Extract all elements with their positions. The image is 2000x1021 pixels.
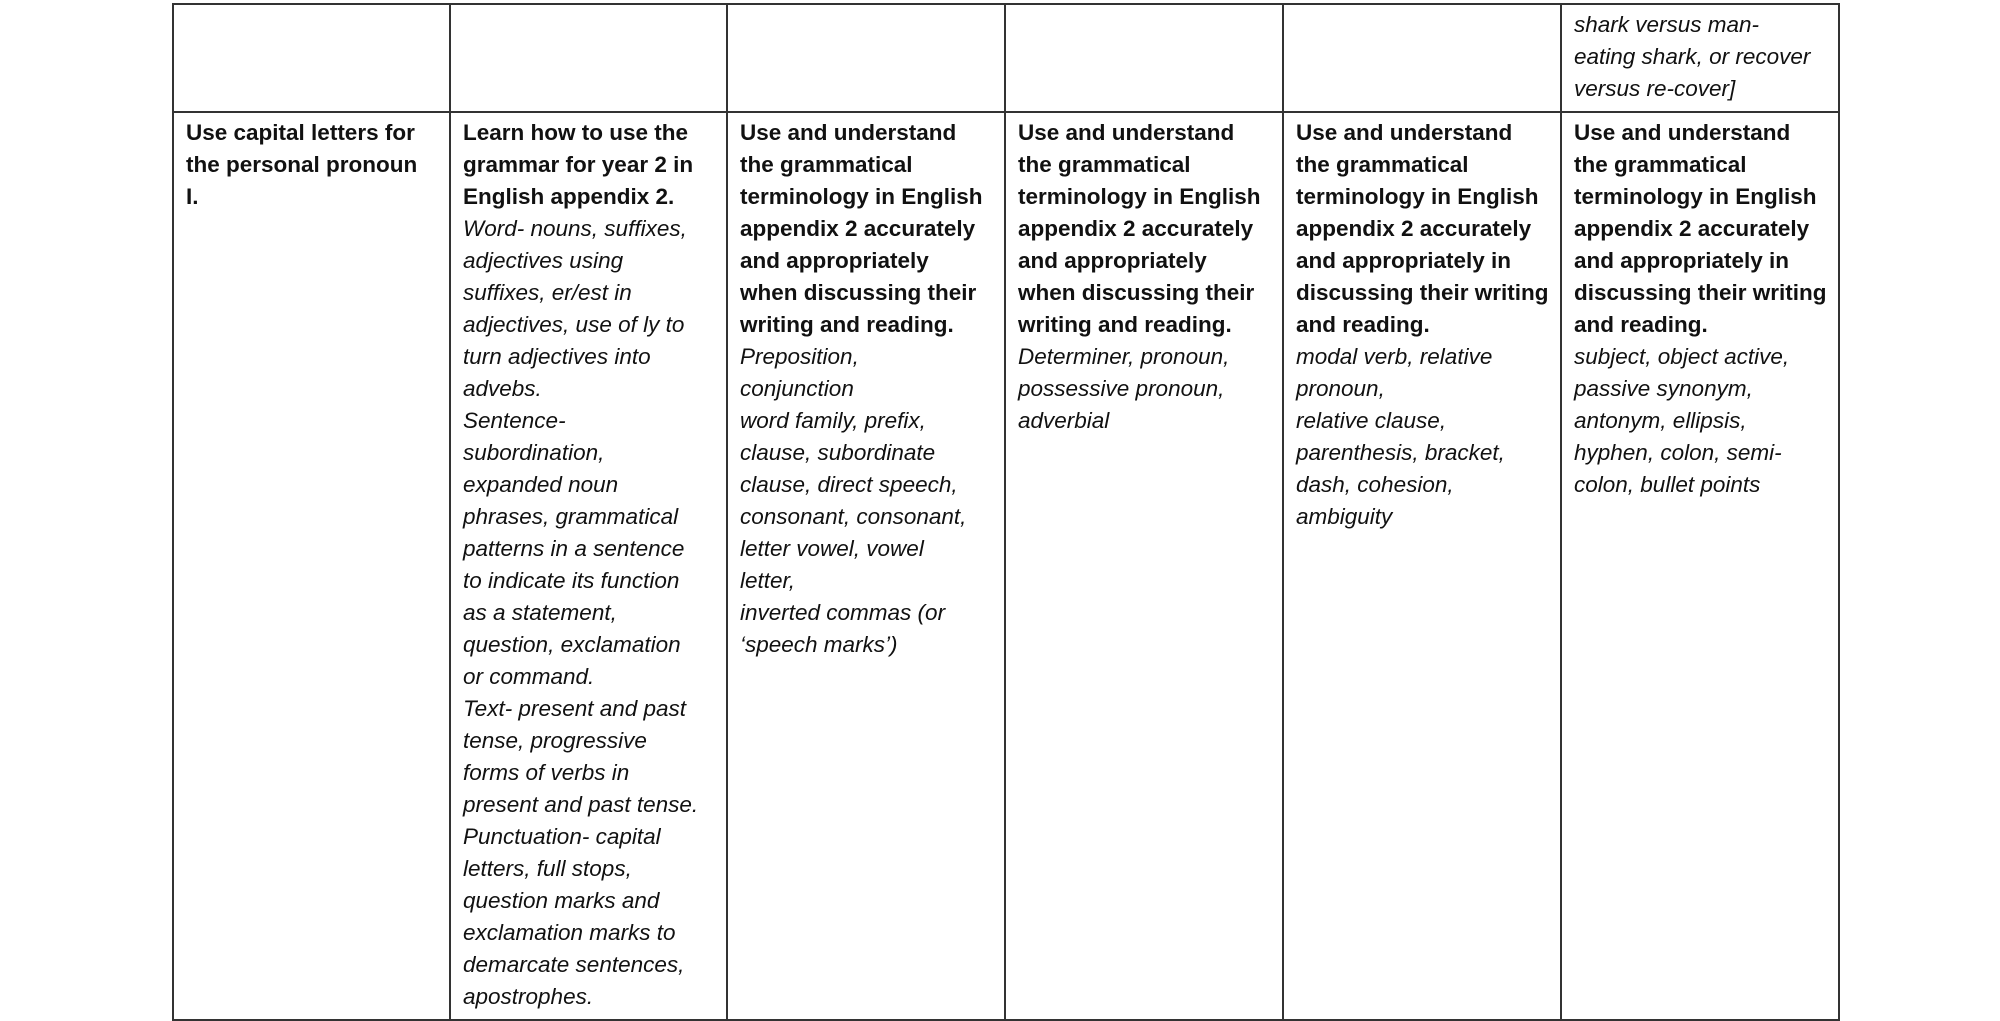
cell-heading [740, 117, 992, 341]
text-line: Word- nouns, suffixes, [463, 216, 687, 241]
text-line: ambiguity [1296, 504, 1393, 529]
curriculum-table [172, 3, 1840, 1021]
text-line: the grammatical [1018, 152, 1191, 177]
text-line: Punctuation- capital [463, 824, 661, 849]
text-line: question marks and [463, 888, 660, 913]
text-line: Text- present and past [463, 696, 687, 721]
text-line: dash, cohesion, [1296, 472, 1454, 497]
text-line: advebs. [463, 376, 542, 401]
text-line: phrases, grammatical [463, 504, 679, 529]
text-line: appendix 2 accurately [1574, 216, 1810, 241]
text-line: adjectives, use of ly to [463, 312, 685, 337]
table-cell-terminology-4 [1005, 112, 1283, 1020]
table-cell-terminology-6 [1561, 112, 1839, 1020]
text-line: English appendix 2. [463, 184, 675, 209]
table-cell-capital-letters [173, 112, 450, 1020]
cell-heading [463, 117, 714, 213]
table-cell-empty [727, 4, 1005, 112]
text-line: grammar for year 2 in [463, 152, 694, 177]
text-line: Preposition, [740, 344, 859, 369]
text-line: clause, direct speech, [740, 472, 958, 497]
text-line: I. [186, 184, 199, 209]
table-cell-continued-text [1561, 4, 1839, 112]
text-line: pronoun, [1296, 376, 1385, 401]
text-line: when discussing their [1018, 280, 1255, 305]
text-line: the grammatical [1574, 152, 1747, 177]
text-line: expanded noun [463, 472, 619, 497]
text-line: and appropriately in [1574, 248, 1790, 273]
cell-heading [186, 117, 437, 213]
text-line: Use and understand [740, 120, 957, 145]
text-line: writing and reading. [740, 312, 954, 337]
text-line: the grammatical [1296, 152, 1469, 177]
text-line: terminology in English [1574, 184, 1817, 209]
text-line: Sentence- [463, 408, 566, 433]
text-line: discussing their writing [1574, 280, 1827, 305]
text-line: modal verb, relative [1296, 344, 1493, 369]
text-line: adverbial [1018, 408, 1110, 433]
text-line: and appropriately in [1296, 248, 1512, 273]
text-line: or command. [463, 664, 595, 689]
text-line: possessive pronoun, [1018, 376, 1225, 401]
text-line: patterns in a sentence [463, 536, 685, 561]
text-line: suffixes, er/est in [463, 280, 632, 305]
text-line: terminology in English [1296, 184, 1539, 209]
text-line: writing and reading. [1018, 312, 1232, 337]
text-line: inverted commas (or [740, 600, 946, 625]
continued-italic-text [1574, 9, 1826, 105]
text-line: as a statement, [463, 600, 617, 625]
table-cell-terminology-3 [727, 112, 1005, 1020]
text-line: the personal pronoun [186, 152, 418, 177]
text-line: appendix 2 accurately [740, 216, 976, 241]
text-line: and reading. [1296, 312, 1430, 337]
table-row-main [173, 112, 1839, 1020]
table-cell-terminology-5 [1283, 112, 1561, 1020]
text-line: parenthesis, bracket, [1296, 440, 1505, 465]
text-line: Use and understand [1296, 120, 1513, 145]
text-line: shark versus man- [1574, 12, 1760, 37]
table-cell-empty [173, 4, 450, 112]
text-line: letter vowel, vowel [740, 536, 924, 561]
text-line: question, exclamation [463, 632, 681, 657]
text-line: exclamation marks to [463, 920, 676, 945]
text-line: to indicate its function [463, 568, 680, 593]
text-line: hyphen, colon, semi- [1574, 440, 1782, 465]
text-line: discussing their writing [1296, 280, 1549, 305]
cell-detail [463, 213, 714, 1013]
text-line: turn adjectives into [463, 344, 651, 369]
text-line: Use and understand [1574, 120, 1791, 145]
text-line: adjectives using [463, 248, 624, 273]
text-line: clause, subordinate [740, 440, 936, 465]
table-cell-empty [1005, 4, 1283, 112]
table-cell-empty [1283, 4, 1561, 112]
text-line: subject, object active, [1574, 344, 1790, 369]
text-line: subordination, [463, 440, 605, 465]
text-line: letter, [740, 568, 796, 593]
text-line: the grammatical [740, 152, 913, 177]
text-line: apostrophes. [463, 984, 594, 1009]
text-line: consonant, consonant, [740, 504, 967, 529]
text-line: relative clause, [1296, 408, 1447, 433]
text-line: and appropriately [1018, 248, 1207, 273]
text-line: passive synonym, [1574, 376, 1753, 401]
text-line: Learn how to use the [463, 120, 689, 145]
text-line: and appropriately [740, 248, 929, 273]
text-line: ‘speech marks’) [740, 632, 898, 657]
text-line: appendix 2 accurately [1018, 216, 1254, 241]
text-line: Use and understand [1018, 120, 1235, 145]
text-line: terminology in English [1018, 184, 1261, 209]
text-line: Determiner, pronoun, [1018, 344, 1230, 369]
cell-detail [1018, 341, 1270, 437]
text-line: forms of verbs in [463, 760, 630, 785]
cell-heading [1574, 117, 1826, 341]
table-cell-empty [450, 4, 727, 112]
cell-detail [740, 341, 992, 661]
text-line: appendix 2 accurately [1296, 216, 1532, 241]
text-line: when discussing their [740, 280, 977, 305]
text-line: conjunction [740, 376, 854, 401]
text-line: letters, full stops, [463, 856, 632, 881]
table-cell-year2-grammar [450, 112, 727, 1020]
cell-heading [1296, 117, 1548, 341]
text-line: demarcate sentences, [463, 952, 685, 977]
table-row-continuation [173, 4, 1839, 112]
text-line: Use capital letters for [186, 120, 415, 145]
text-line: tense, progressive [463, 728, 647, 753]
cell-heading [1018, 117, 1270, 341]
text-line: antonym, ellipsis, [1574, 408, 1747, 433]
text-line: versus re-cover] [1574, 76, 1736, 101]
cell-detail [1296, 341, 1548, 533]
text-line: word family, prefix, [740, 408, 926, 433]
cell-detail [1574, 341, 1826, 501]
text-line: eating shark, or recover [1574, 44, 1811, 69]
text-line: present and past tense. [463, 792, 699, 817]
text-line: and reading. [1574, 312, 1708, 337]
text-line: colon, bullet points [1574, 472, 1761, 497]
text-line: terminology in English [740, 184, 983, 209]
